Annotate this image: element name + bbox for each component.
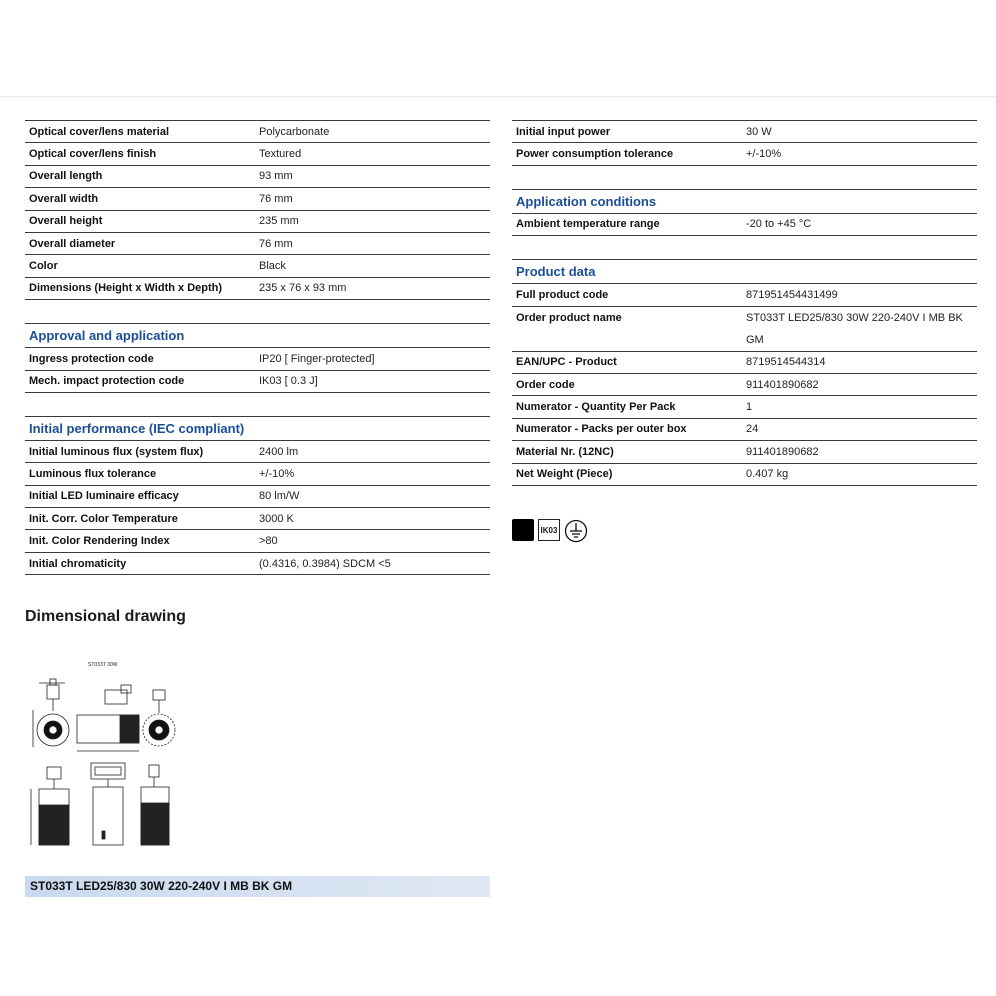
spec-key: Color bbox=[25, 255, 255, 277]
table-row bbox=[512, 143, 977, 165]
spec-column-right bbox=[512, 120, 977, 486]
table-row bbox=[25, 530, 490, 552]
spec-key: Numerator - Quantity Per Pack bbox=[512, 396, 742, 418]
spec-key: Dimensions (Height x Width x Depth) bbox=[25, 277, 255, 299]
spec-table-product-data bbox=[512, 283, 977, 486]
spec-value: 1 bbox=[742, 396, 977, 418]
table-row bbox=[25, 210, 490, 232]
spec-value: 30 W bbox=[742, 121, 977, 143]
page-header-band bbox=[0, 0, 996, 97]
spec-value: 80 lm/W bbox=[255, 485, 490, 507]
spec-value: IP20 [ Finger-protected] bbox=[255, 348, 490, 370]
product-caption-bar: ST033T LED25/830 30W 220-240V I MB BK GM bbox=[25, 876, 490, 897]
elevation-views-drawing bbox=[31, 763, 169, 845]
dimensional-drawing bbox=[25, 655, 225, 855]
table-row bbox=[25, 463, 490, 485]
spec-key: Overall length bbox=[25, 165, 255, 187]
spec-value: +/-10% bbox=[255, 463, 490, 485]
spec-value: 871951454431499 bbox=[742, 284, 977, 306]
spec-table-approval bbox=[25, 347, 490, 393]
spec-key: Numerator - Packs per outer box bbox=[512, 418, 742, 440]
section-gap bbox=[512, 166, 977, 189]
spec-key: Initial luminous flux (system flux) bbox=[25, 440, 255, 462]
spec-value: 76 mm bbox=[255, 232, 490, 254]
spec-key: Init. Color Rendering Index bbox=[25, 530, 255, 552]
table-row bbox=[25, 143, 490, 165]
spec-value: 0.407 kg bbox=[742, 463, 977, 485]
ik03-icon: IK03 bbox=[538, 519, 560, 541]
spec-value: 8719514544314 bbox=[742, 351, 977, 373]
spec-value: Textured bbox=[255, 143, 490, 165]
drawing-label: ST033T 30W bbox=[88, 662, 118, 668]
spec-key: Luminous flux tolerance bbox=[25, 463, 255, 485]
spec-value: >80 bbox=[255, 530, 490, 552]
spec-value: 24 bbox=[742, 418, 977, 440]
spec-value: (0.4316, 0.3984) SDCM <5 bbox=[255, 552, 490, 574]
table-row bbox=[25, 188, 490, 210]
spec-value: 235 mm bbox=[255, 210, 490, 232]
table-row bbox=[25, 485, 490, 507]
section-gap bbox=[25, 393, 490, 416]
table-row bbox=[512, 463, 977, 485]
spec-value: 911401890682 bbox=[742, 373, 977, 395]
table-row bbox=[25, 552, 490, 574]
table-row bbox=[25, 255, 490, 277]
side-view-drawing bbox=[77, 685, 139, 751]
table-row bbox=[25, 348, 490, 370]
spec-key: Optical cover/lens material bbox=[25, 121, 255, 143]
spec-key: Power consumption tolerance bbox=[512, 143, 742, 165]
spec-key: Initial chromaticity bbox=[25, 552, 255, 574]
dimensional-drawing-title: Dimensional drawing bbox=[25, 608, 186, 625]
spec-value: 3000 K bbox=[255, 508, 490, 530]
section-gap bbox=[512, 236, 977, 259]
spec-key: Initial LED luminaire efficacy bbox=[25, 485, 255, 507]
spec-value: -20 to +45 °C bbox=[742, 213, 977, 235]
section-title-approval: Approval and application bbox=[25, 323, 490, 347]
certification-icons bbox=[512, 519, 588, 543]
spec-key: Optical cover/lens finish bbox=[25, 143, 255, 165]
table-row bbox=[25, 277, 490, 299]
section-title-initial-performance: Initial performance (IEC compliant) bbox=[25, 416, 490, 440]
section-title-product-data: Product data bbox=[512, 259, 977, 283]
spec-key: Mech. impact protection code bbox=[25, 370, 255, 392]
table-row bbox=[25, 440, 490, 462]
spec-key: EAN/UPC - Product bbox=[512, 351, 742, 373]
spec-value: IK03 [ 0.3 J] bbox=[255, 370, 490, 392]
spec-value: +/-10% bbox=[742, 143, 977, 165]
spec-key: Ingress protection code bbox=[25, 348, 255, 370]
spec-key: Overall width bbox=[25, 188, 255, 210]
table-row bbox=[512, 396, 977, 418]
spec-value: ST033T LED25/830 30W 220-240V I MB BK GM bbox=[742, 306, 977, 351]
spec-column-left bbox=[25, 120, 490, 575]
spec-key: Net Weight (Piece) bbox=[512, 463, 742, 485]
spec-table-application-conditions bbox=[512, 213, 977, 236]
table-row bbox=[512, 351, 977, 373]
front-view-drawing bbox=[33, 679, 69, 747]
spec-key: Overall diameter bbox=[25, 232, 255, 254]
table-row bbox=[512, 418, 977, 440]
spec-key: Order product name bbox=[512, 306, 742, 351]
table-row bbox=[512, 284, 977, 306]
spec-value: 2400 lm bbox=[255, 440, 490, 462]
spec-key: Material Nr. (12NC) bbox=[512, 441, 742, 463]
spec-key: Order code bbox=[512, 373, 742, 395]
table-row bbox=[512, 441, 977, 463]
section-gap bbox=[25, 300, 490, 323]
rear-view-drawing bbox=[143, 690, 175, 746]
table-row bbox=[25, 121, 490, 143]
spec-key: Init. Corr. Color Temperature bbox=[25, 508, 255, 530]
spec-value: 235 x 76 x 93 mm bbox=[255, 277, 490, 299]
spec-key: Initial input power bbox=[512, 121, 742, 143]
spec-table-initial-performance bbox=[25, 440, 490, 575]
table-row bbox=[25, 165, 490, 187]
table-row bbox=[25, 508, 490, 530]
table-row bbox=[512, 121, 977, 143]
spec-value: 911401890682 bbox=[742, 441, 977, 463]
section-title-application-conditions: Application conditions bbox=[512, 189, 977, 213]
spec-key: Overall height bbox=[25, 210, 255, 232]
color-swatch-black-icon bbox=[512, 519, 534, 541]
spec-value: 76 mm bbox=[255, 188, 490, 210]
spec-value: Black bbox=[255, 255, 490, 277]
table-row bbox=[25, 370, 490, 392]
table-row bbox=[512, 213, 977, 235]
table-row bbox=[25, 232, 490, 254]
spec-table-power bbox=[512, 120, 977, 166]
spec-value: Polycarbonate bbox=[255, 121, 490, 143]
table-row bbox=[512, 306, 977, 351]
earth-ground-icon bbox=[564, 519, 588, 543]
spec-key: Ambient temperature range bbox=[512, 213, 742, 235]
table-row bbox=[512, 373, 977, 395]
spec-table-general bbox=[25, 120, 490, 300]
spec-value: 93 mm bbox=[255, 165, 490, 187]
spec-key: Full product code bbox=[512, 284, 742, 306]
